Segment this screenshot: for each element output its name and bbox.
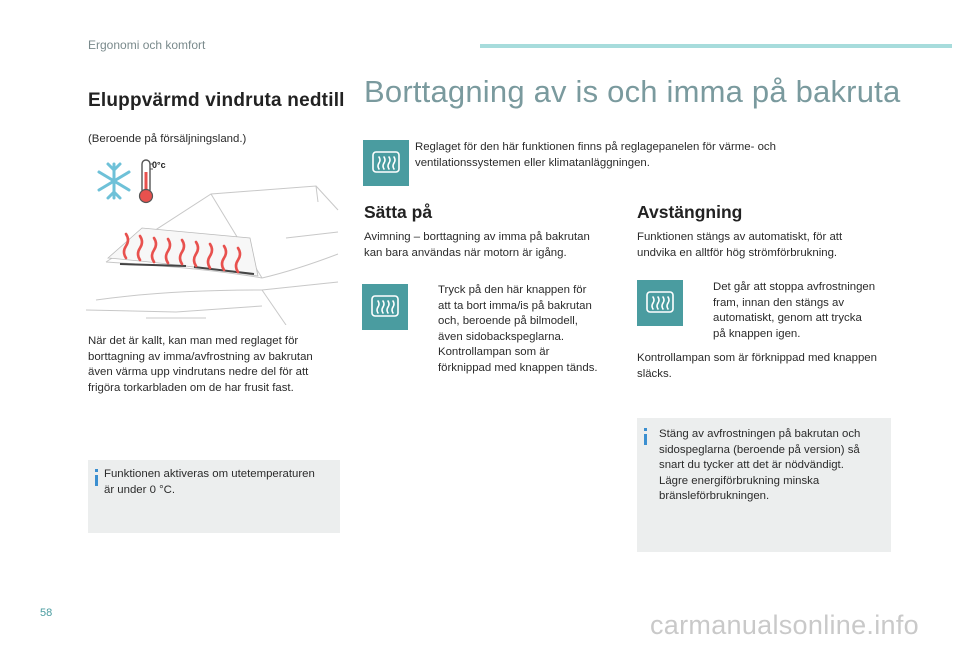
rear-defrost-on-button-icon[interactable] (362, 284, 408, 330)
on-text: Avimning – borttagning av imma på bakrutan kan bara användas när motorn är igång. (364, 231, 590, 259)
off-step-text: Det går att stoppa avfrostningen fram, innan den stängs av automatiskt, genom att trycka på knappen igen. (713, 281, 876, 340)
rear-defrost-off-button-icon[interactable] (637, 280, 683, 326)
left-note-text: Funktionen aktiveras om utetemperaturen är under 0 °C. (104, 468, 315, 496)
off-heading: Avstängning (637, 202, 743, 222)
off-text: Funktionen stängs av automatiskt, för att undvika en alltför hög strömförbrukning. (637, 231, 843, 259)
info-mark-icon (95, 469, 98, 486)
right-title: Borttagning av is och imma på bakruta (364, 74, 901, 109)
thermometer-icon (140, 160, 154, 203)
left-note-box (88, 460, 340, 533)
section-header: Ergonomi och komfort (88, 38, 206, 52)
windshield-illustration (86, 150, 340, 325)
temp-label: 0°c (152, 160, 166, 170)
left-title: Eluppvärmd vindruta nedtill (88, 90, 345, 111)
info-mark-icon (644, 428, 647, 445)
header-rule (480, 44, 952, 48)
right-note-box (637, 418, 891, 552)
page-number: 58 (40, 607, 53, 619)
intro-text: Reglaget för den här funktionen finns på reglagepanelen för värme- och ventilationssystemen eller klimatanläggningen. (415, 141, 776, 169)
right-note-text: Stäng av avfrostningen på bakrutan och sidospeglarna (beroende på version) så snart du tycker att det är nödvändigt. Lägre energiförbrukning minska bränsleförbrukningen. (659, 428, 861, 503)
left-body: När det är kallt, kan man med reglaget för borttagning av imma/avfrostning av bakrutan även värma upp vindrutans nedre del för att frigöra torkarbladen om de har frusit fast. (88, 335, 313, 394)
off-after-text: Kontrollampan som är förknippad med knappen släcks. (637, 352, 877, 380)
rear-defrost-button-icon[interactable] (363, 140, 409, 186)
on-heading: Sätta på (364, 202, 433, 222)
left-subtitle: (Beroende på försäljningsland.) (88, 133, 247, 145)
watermark: carmanualsonline.info (650, 610, 919, 640)
on-step-text: Tryck på den här knappen för att ta bort imma/is på bakrutan och, beroende på bilmodell, även sidobackspeglarna. Kontrollampan som är förknippad med knappen tänds. (438, 284, 598, 374)
snowflake-icon (99, 164, 129, 198)
